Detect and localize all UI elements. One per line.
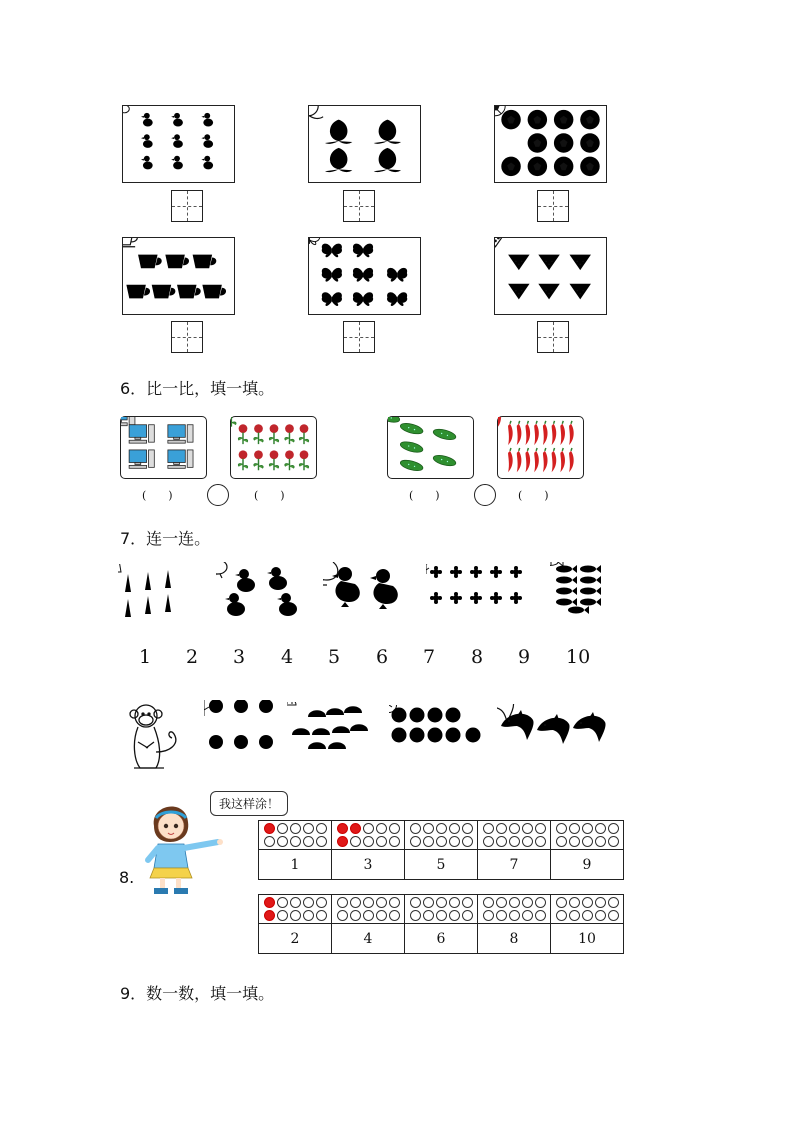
dot[interactable] — [535, 910, 546, 921]
dot[interactable] — [582, 897, 593, 908]
dot[interactable] — [535, 897, 546, 908]
answer-paren-flowers[interactable]: ( ) — [254, 489, 285, 502]
dot-cell[interactable] — [332, 895, 405, 924]
dot-cell[interactable] — [551, 895, 624, 924]
match-number[interactable]: 8 — [471, 646, 484, 668]
dot[interactable] — [337, 823, 348, 834]
dot[interactable] — [595, 836, 606, 847]
dot[interactable] — [337, 836, 348, 847]
dot[interactable] — [449, 836, 460, 847]
dot[interactable] — [595, 897, 606, 908]
dot[interactable] — [496, 897, 507, 908]
roses-icon — [204, 700, 278, 770]
dot[interactable] — [264, 823, 275, 834]
dot[interactable] — [483, 836, 494, 847]
butterfly-icon — [309, 238, 420, 314]
number-cell: 1 — [259, 850, 332, 880]
dot[interactable] — [556, 897, 567, 908]
flower-icon — [231, 417, 316, 478]
sunflowers-icon — [426, 564, 526, 616]
dot[interactable] — [303, 836, 314, 847]
dot[interactable] — [462, 910, 473, 921]
dot[interactable] — [290, 897, 301, 908]
dot[interactable] — [376, 836, 387, 847]
dot-grid — [410, 823, 473, 847]
ducks-icon — [123, 106, 234, 182]
picture-box-ducks — [122, 105, 235, 183]
match-number[interactable]: 1 — [139, 646, 152, 668]
dot[interactable] — [496, 836, 507, 847]
dumplings-icon — [287, 702, 371, 754]
dot[interactable] — [389, 910, 400, 921]
dot[interactable] — [423, 823, 434, 834]
monkey-icon — [126, 702, 184, 774]
dot[interactable] — [436, 910, 447, 921]
answer-box-watermelons[interactable] — [537, 321, 569, 353]
picture-box-watermelons — [494, 237, 607, 315]
dot[interactable] — [436, 823, 447, 834]
dot[interactable] — [410, 823, 421, 834]
dot[interactable] — [608, 823, 619, 834]
answer-box-soccer-balls[interactable] — [537, 190, 569, 222]
dot[interactable] — [569, 910, 580, 921]
dot-grid — [483, 823, 546, 847]
question-6-heading: 6．比一比，填一填。 — [120, 379, 275, 398]
dot[interactable] — [350, 823, 361, 834]
dot[interactable] — [595, 823, 606, 834]
dot[interactable] — [496, 823, 507, 834]
dot[interactable] — [290, 836, 301, 847]
dot[interactable] — [509, 823, 520, 834]
dot[interactable] — [316, 823, 327, 834]
picture-box-cups — [122, 237, 235, 315]
fish-icon — [550, 562, 610, 614]
number-cell: 7 — [478, 850, 551, 880]
answer-box-ducks[interactable] — [171, 190, 203, 222]
picture-box-soccer-balls — [494, 105, 607, 183]
dot[interactable] — [290, 823, 301, 834]
question-8-label: 8. — [119, 868, 135, 887]
dot[interactable] — [264, 910, 275, 921]
number-cell: 10 — [551, 924, 624, 954]
computer-icon — [121, 417, 206, 478]
dot[interactable] — [350, 910, 361, 921]
answer-paren-chilies[interactable]: ( ) — [518, 489, 549, 502]
dot-cell[interactable] — [478, 821, 551, 850]
compare-circle-2[interactable] — [474, 484, 496, 506]
question-7-heading: 7．连一连。 — [120, 529, 211, 548]
dot[interactable] — [389, 823, 400, 834]
dot[interactable] — [436, 836, 447, 847]
dot[interactable] — [277, 836, 288, 847]
compare-circle-1[interactable] — [207, 484, 229, 506]
dot-cell[interactable] — [332, 821, 405, 850]
answer-paren-cucumbers[interactable]: ( ) — [409, 489, 440, 502]
dot[interactable] — [509, 897, 520, 908]
dot[interactable] — [483, 823, 494, 834]
dot[interactable] — [264, 836, 275, 847]
dot[interactable] — [569, 897, 580, 908]
dot[interactable] — [277, 910, 288, 921]
dot[interactable] — [556, 836, 567, 847]
chicks-icon — [216, 562, 306, 624]
dot[interactable] — [449, 823, 460, 834]
dot[interactable] — [556, 823, 567, 834]
dot[interactable] — [608, 836, 619, 847]
ducklings-icon — [323, 562, 407, 624]
dot[interactable] — [535, 823, 546, 834]
dot[interactable] — [595, 910, 606, 921]
question-9-heading: 9．数一数，填一填。 — [120, 984, 275, 1003]
picture-box-flowers — [230, 416, 317, 479]
dolphins-icon — [497, 704, 609, 752]
dot-cell[interactable] — [551, 821, 624, 850]
match-number[interactable]: 10 — [566, 646, 591, 668]
cucumber-icon — [388, 417, 473, 478]
watermelon-slice-icon — [495, 238, 606, 314]
dot[interactable] — [376, 910, 387, 921]
peach-icon — [309, 106, 420, 182]
dot[interactable] — [316, 897, 327, 908]
dot[interactable] — [376, 823, 387, 834]
dot[interactable] — [410, 836, 421, 847]
speech-bubble: 我这样涂！ — [210, 791, 288, 816]
dot[interactable] — [522, 823, 533, 834]
dot[interactable] — [303, 823, 314, 834]
dot[interactable] — [350, 897, 361, 908]
dot-grid — [556, 823, 619, 847]
carrots-icon — [118, 564, 180, 622]
dot[interactable] — [522, 897, 533, 908]
dot[interactable] — [582, 836, 593, 847]
dot[interactable] — [316, 910, 327, 921]
match-number[interactable]: 4 — [281, 646, 294, 668]
dot[interactable] — [277, 823, 288, 834]
answer-box-peaches[interactable] — [343, 190, 375, 222]
dot-grid — [264, 897, 327, 921]
picture-box-peaches — [308, 105, 421, 183]
dot[interactable] — [290, 910, 301, 921]
dot[interactable] — [303, 910, 314, 921]
dot[interactable] — [410, 910, 421, 921]
number-cell: 2 — [259, 924, 332, 954]
dot-grid — [556, 897, 619, 921]
dot-cell[interactable] — [405, 895, 478, 924]
dot-grid — [337, 897, 400, 921]
dot[interactable] — [303, 897, 314, 908]
match-number[interactable]: 9 — [518, 646, 531, 668]
answer-box-cups[interactable] — [171, 321, 203, 353]
dot[interactable] — [337, 897, 348, 908]
dot[interactable] — [569, 836, 580, 847]
dot[interactable] — [363, 836, 374, 847]
dot[interactable] — [410, 897, 421, 908]
dot-grid — [337, 823, 400, 847]
picture-box-butterflies — [308, 237, 421, 315]
dot[interactable] — [337, 910, 348, 921]
dot[interactable] — [608, 897, 619, 908]
picture-box-cucumbers — [387, 416, 474, 479]
clocks-icon — [389, 705, 485, 747]
dot[interactable] — [423, 897, 434, 908]
match-number[interactable]: 2 — [186, 646, 199, 668]
dot[interactable] — [483, 897, 494, 908]
dot[interactable] — [264, 897, 275, 908]
dot[interactable] — [509, 910, 520, 921]
dot[interactable] — [462, 897, 473, 908]
answer-box-butterflies[interactable] — [343, 321, 375, 353]
match-number[interactable]: 5 — [328, 646, 341, 668]
dot[interactable] — [483, 910, 494, 921]
number-cell: 5 — [405, 850, 478, 880]
dot[interactable] — [582, 910, 593, 921]
dot[interactable] — [376, 897, 387, 908]
dot-grid — [264, 823, 327, 847]
dot[interactable] — [389, 897, 400, 908]
dot[interactable] — [608, 910, 619, 921]
dot-cell[interactable] — [478, 895, 551, 924]
dot[interactable] — [436, 897, 447, 908]
soccer-ball-icon — [495, 106, 606, 182]
dot[interactable] — [509, 836, 520, 847]
dot-grid — [410, 897, 473, 921]
picture-box-computers — [120, 416, 207, 479]
chili-pepper-icon — [498, 417, 583, 478]
answer-paren-computers[interactable]: ( ) — [142, 489, 173, 502]
number-cell: 8 — [478, 924, 551, 954]
dot[interactable] — [363, 823, 374, 834]
dot[interactable] — [582, 823, 593, 834]
dot[interactable] — [423, 836, 434, 847]
dot[interactable] — [569, 823, 580, 834]
dot[interactable] — [556, 910, 567, 921]
picture-box-chilies — [497, 416, 584, 479]
coloring-table-even — [258, 894, 624, 954]
dot-cell[interactable] — [259, 895, 332, 924]
dot[interactable] — [449, 897, 460, 908]
cup-icon — [123, 238, 234, 314]
dot[interactable] — [316, 836, 327, 847]
dot-grid — [483, 897, 546, 921]
match-number[interactable]: 7 — [423, 646, 436, 668]
dot[interactable] — [363, 910, 374, 921]
dot[interactable] — [389, 836, 400, 847]
coloring-table-odd — [258, 820, 624, 880]
match-number[interactable]: 3 — [233, 646, 246, 668]
dot[interactable] — [449, 910, 460, 921]
dot-cell[interactable] — [259, 821, 332, 850]
number-cell: 4 — [332, 924, 405, 954]
number-cell: 6 — [405, 924, 478, 954]
dot[interactable] — [535, 836, 546, 847]
dot[interactable] — [522, 836, 533, 847]
dot[interactable] — [277, 897, 288, 908]
number-cell: 9 — [551, 850, 624, 880]
dot[interactable] — [350, 836, 361, 847]
dot[interactable] — [462, 823, 473, 834]
dot[interactable] — [363, 897, 374, 908]
number-cell: 3 — [332, 850, 405, 880]
dot[interactable] — [522, 910, 533, 921]
dot[interactable] — [496, 910, 507, 921]
dot-cell[interactable] — [405, 821, 478, 850]
dot[interactable] — [462, 836, 473, 847]
match-number[interactable]: 6 — [376, 646, 389, 668]
dot[interactable] — [423, 910, 434, 921]
